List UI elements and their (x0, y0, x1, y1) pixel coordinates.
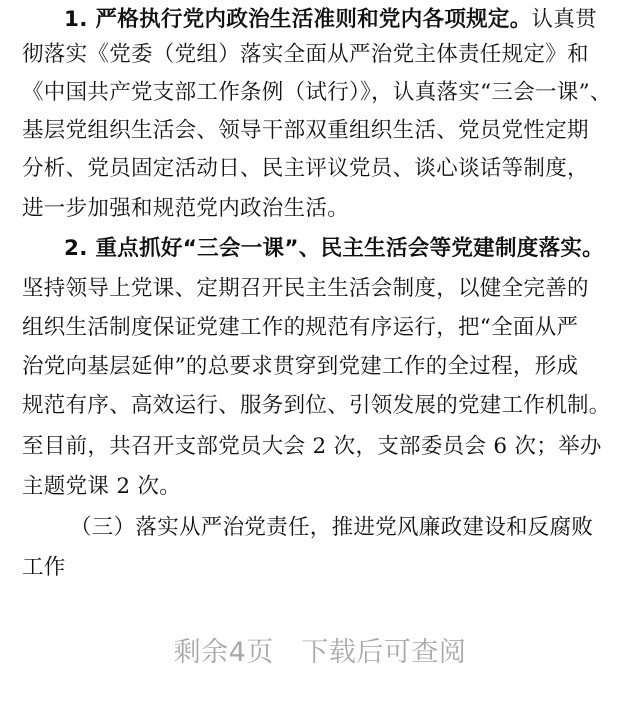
paragraph-1-line-6: 进一步加强和规范党内政治生活。 (22, 196, 350, 221)
paragraph-2-line-5: 规范有序、高效运行、服务到位、引领发展的党建工作机制。 (22, 393, 611, 418)
paragraph-2-heading: 2. 重点抓好“三会一课”、民主生活会等党建制度落实。 (64, 236, 604, 261)
paragraph-1-line-1-rest: 认真贯 (531, 7, 597, 32)
paragraph-1-line-1 (64, 5, 640, 35)
paragraph-1-line-4: 基层党组织生活会、领导干部双重组织生活、党员党性定期 (22, 118, 589, 143)
paragraph-1-line-2: 彻落实《党委（党组）落实全面从严治党主体责任规定》和 (22, 42, 589, 67)
paragraph-2-line-7: 主题党课 2 次。 (22, 474, 182, 499)
paragraph-2-line-2: 坚持领导上党课、定期召开民主生活会制度，以健全完善的 (22, 276, 589, 301)
paragraph-1-heading: 1. 严格执行党内政治生活准则和党内各项规定。 (64, 7, 532, 32)
paragraph-2-line-4: 治党向基层延伸”的总要求贯穿到党建工作的全过程，形成 (22, 354, 579, 379)
paragraph-1-line-3: 《中国共产党支部工作条例（试行）》，认真落实“三会一课”、 (22, 80, 612, 105)
remaining-pages-download-link[interactable]: 剩余4页 下载后可查阅 (173, 637, 467, 668)
paragraph-2-line-3: 组织生活制度保证党建工作的规范有序运行，把“全面从严 (22, 315, 579, 340)
paragraph-1-line-5: 分析、党员固定活动日、民主评议党员、谈心谈话等制度， (22, 156, 589, 181)
section-3-heading-line-1: （三）落实从严治党责任，推进党风廉政建设和反腐败 (70, 515, 594, 540)
paragraph-2-line-6: 至目前，共召开支部党员大会 2 次，支部委员会 6 次；举办 (22, 434, 602, 459)
section-3-heading-line-2: 工作 (22, 555, 66, 580)
